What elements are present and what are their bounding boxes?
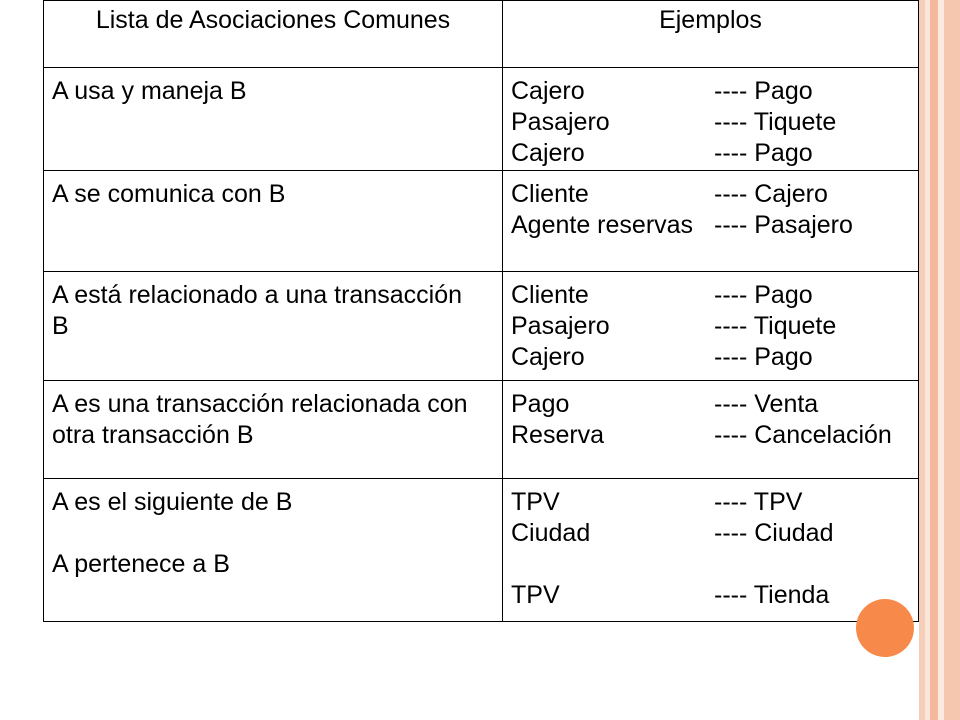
example-b: ---- Pago: [714, 77, 813, 105]
example-a: TPV: [511, 488, 560, 516]
example-b: ---- Venta: [714, 390, 819, 418]
example-a: Pago: [511, 390, 570, 418]
example-pair: [511, 107, 914, 138]
association-text: A pertenece a B: [52, 550, 230, 578]
example-b: ---- Tiquete: [714, 108, 837, 136]
example-pair: [511, 420, 914, 451]
table-row: [44, 272, 919, 381]
association-text: A es el siguiente de B: [52, 488, 293, 516]
example-a: Cajero: [511, 77, 585, 105]
examples-cell: [503, 381, 919, 479]
examples-cell: [503, 68, 919, 171]
association-text: A es una transacción relacionada con: [52, 390, 468, 418]
example-a: Ciudad: [511, 519, 591, 547]
header-label-associations: Lista de Asociaciones Comunes: [95, 6, 451, 34]
example-a: Cliente: [511, 180, 589, 208]
association-text: A usa y maneja B: [52, 77, 247, 105]
examples-cell: [503, 479, 919, 622]
association-text: B: [52, 312, 69, 340]
example-b: ---- Pasajero: [714, 211, 853, 239]
example-pair: [511, 487, 914, 518]
example-a: Agente reservas: [511, 211, 694, 239]
association-text: A se comunica con B: [52, 180, 286, 208]
table-header-row: [44, 1, 919, 68]
table-row: [44, 381, 919, 479]
example-b: ---- Ciudad: [714, 519, 834, 547]
association-cell: [44, 479, 503, 622]
example-b: ---- Tienda: [714, 581, 830, 609]
header-cell-associations: [44, 1, 503, 68]
table-row: [44, 171, 919, 272]
example-a: Cajero: [511, 343, 585, 371]
association-cell: [44, 381, 503, 479]
association-cell: [44, 272, 503, 381]
example-a: Pasajero: [511, 108, 610, 136]
example-pair: [511, 280, 914, 311]
example-pair: [511, 342, 914, 373]
decor-stripe: [944, 0, 960, 720]
table-row: [44, 68, 919, 171]
association-cell: [44, 171, 503, 272]
example-a: Cliente: [511, 281, 589, 309]
header-cell-examples: [503, 1, 919, 68]
examples-cell: [503, 272, 919, 381]
example-a: TPV: [511, 581, 560, 609]
association-cell: [44, 68, 503, 171]
example-b: ---- Pago: [714, 343, 813, 371]
decor-stripe: [930, 0, 938, 720]
association-text: otra transacción B: [52, 421, 254, 449]
header-label-examples: Ejemplos: [659, 6, 762, 34]
example-b: ---- Tiquete: [714, 312, 837, 340]
example-b: ---- Pago: [714, 139, 813, 167]
examples-cell: [503, 171, 919, 272]
example-b: ---- Pago: [714, 281, 813, 309]
decor-circle: [856, 599, 914, 657]
association-text: A está relacionado a una transacción: [52, 281, 462, 309]
example-pair: [511, 138, 914, 169]
example-pair: [511, 210, 914, 241]
example-b: ---- Cajero: [714, 180, 828, 208]
example-b: ---- Cancelación: [714, 421, 892, 449]
example-pair: [511, 76, 914, 107]
example-b: ---- TPV: [714, 488, 803, 516]
example-pair: [511, 518, 914, 549]
associations-table: [43, 0, 919, 622]
example-a: Cajero: [511, 139, 585, 167]
example-pair: [511, 311, 914, 342]
example-a: Reserva: [511, 421, 605, 449]
example-pair: [511, 179, 914, 210]
example-pair: [511, 389, 914, 420]
example-a: Pasajero: [511, 312, 610, 340]
example-pair: [511, 580, 914, 611]
table-row: [44, 479, 919, 622]
